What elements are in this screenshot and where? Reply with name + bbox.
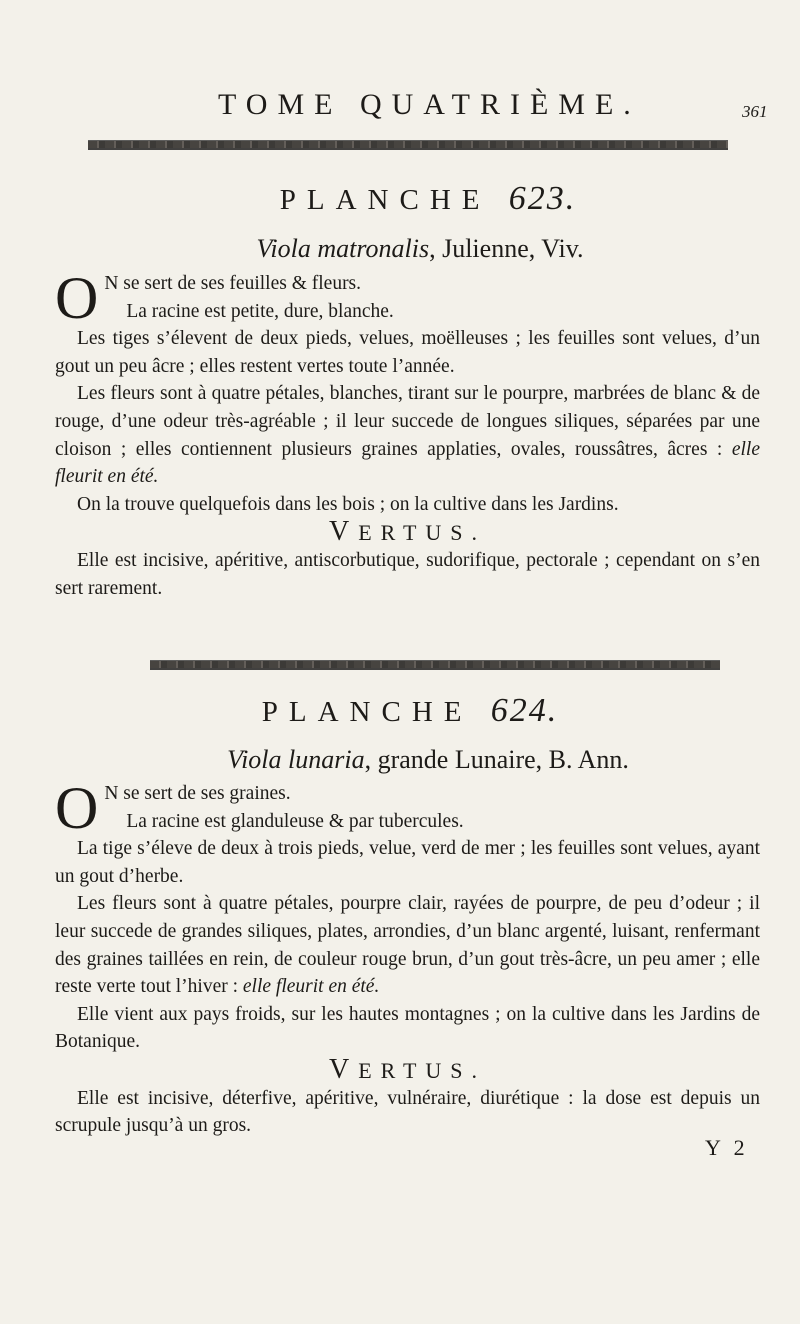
- species-title-623: [20, 234, 800, 264]
- common-name: , Julienne, Viv.: [429, 234, 584, 263]
- paragraph-virtues: Elle est incisive, déterfive, apéritive, vulnéraire, diurétique : la dose est depuis un scrupule jusqu’à un gros.: [55, 1087, 760, 1137]
- plate-624-text: [55, 775, 760, 1140]
- drop-cap: O: [55, 775, 99, 841]
- signature-mark: Y 2: [705, 1135, 749, 1160]
- paragraph-uses: O N se sert de ses feuilles & fleurs.: [55, 265, 362, 331]
- vertus-heading: VERTUS.: [328, 1053, 487, 1085]
- plate-label: PLANCHE: [279, 184, 491, 216]
- running-title: TOME QUATRIÈME.: [218, 88, 641, 121]
- plate-623-text: [55, 265, 760, 602]
- paragraph-virtues: Elle est incisive, apéritive, antiscorbutique, sudorifique, pectorale ; cependant on s’en sert rarement.: [55, 549, 760, 599]
- plate-heading-624: [10, 692, 800, 730]
- paragraph-flowers: Les fleurs sont à quatre pétales, blanches, tirant sur le pourpre, marbrées de blanc & de rouge, d’une odeur très-agréable ; il leur succede de longues siliques, séparées par une cloison ; elles contiennent plusieurs graines applaties, ovales, roussâtres, âcres : elle fleurit en été.: [55, 383, 760, 488]
- running-head: [0, 88, 800, 128]
- paragraph-flowers: Les fleurs sont à quatre pétales, pourpre clair, rayées de pourpre, de peu d’odeur ; il leur succede de grandes siliques, plates, arrondies, d’un blanc argenté, luisant, renfermant des graines taillées en rein, de couleur rouge brun, d’un gout très-âcre, un peu amer ; elle reste verte tout l’hiver : elle fleurit en été.: [55, 893, 760, 998]
- page-number: 361: [742, 102, 768, 121]
- plate-number: 624.: [490, 692, 559, 729]
- plate-label: PLANCHE: [261, 696, 473, 728]
- paragraph-stems: Les tiges s’élevent de deux pieds, velues, moëlleuses ; les feuilles sont velues, d’un gout un peu âcre ; elles restent vertes toute l’année.: [55, 328, 760, 377]
- latin-name: Viola lunaria: [227, 745, 365, 774]
- paragraph-uses: O N se sert de ses graines.: [55, 775, 291, 841]
- latin-name: Viola matronalis: [256, 234, 430, 263]
- plate-heading-623: [28, 180, 800, 218]
- paragraph-root: La racine est petite, dure, blanche.: [126, 300, 394, 322]
- paragraph-stems: La tige s’éleve de deux à trois pieds, velue, verd de mer ; les feuilles sont velues, ayant un gout d’herbe.: [55, 838, 760, 887]
- ornamental-rule-top: [88, 140, 728, 150]
- ornamental-rule-middle: [150, 660, 720, 670]
- plate-number: 623.: [508, 180, 577, 217]
- vertus-heading: VERTUS.: [328, 516, 487, 548]
- common-name: , grande Lunaire, B. Ann.: [364, 745, 629, 774]
- drop-cap: O: [55, 265, 99, 331]
- species-title-624: [28, 745, 800, 775]
- paragraph-habitat: On la trouve quelquefois dans les bois ; on la cultive dans les Jardins.: [77, 493, 619, 515]
- paragraph-habitat: Elle vient aux pays froids, sur les hautes montagnes ; on la cultive dans les Jardins de Botanique.: [55, 1003, 760, 1053]
- paragraph-root: La racine est glanduleuse & par tubercules.: [126, 810, 464, 832]
